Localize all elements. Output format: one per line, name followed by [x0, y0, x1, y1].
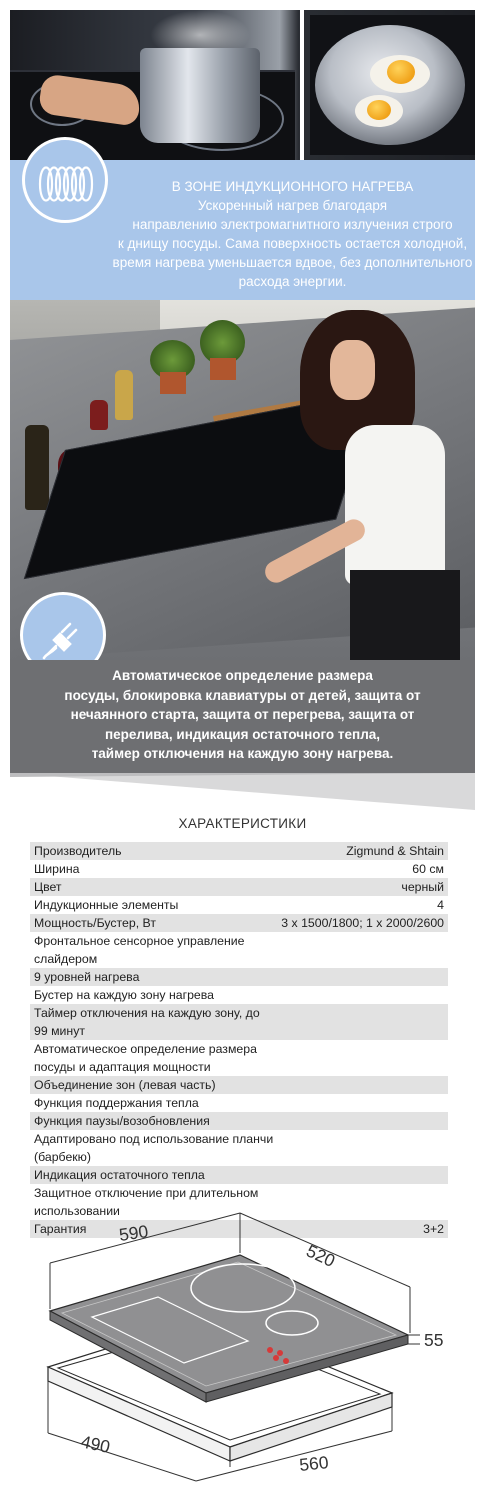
- spec-label: Гарантия: [30, 1220, 277, 1238]
- dimension-depth: 520: [303, 1240, 339, 1271]
- spec-label: Ширина: [30, 860, 277, 878]
- spec-row: [30, 1112, 448, 1130]
- spec-row: [30, 896, 448, 914]
- spec-value: Zigmund & Shtain: [277, 842, 448, 860]
- spec-label: Индикация остаточного тепла: [30, 1166, 277, 1184]
- spec-label: Фронтальное сенсорное управление слайдером: [30, 932, 277, 968]
- induction-line: время нагрева уменьшается вдвое, без дополнительного: [112, 255, 473, 270]
- spec-value: [277, 1130, 448, 1166]
- spec-label: Таймер отключения на каждую зону, до 99 минут: [30, 1004, 277, 1040]
- induction-line: направлению электромагнитного излучения строго: [132, 217, 453, 232]
- features-line: нечаянного старта, защита от перегрева, защита от: [70, 707, 415, 722]
- spec-row: [30, 932, 448, 968]
- spec-value: [277, 1166, 448, 1184]
- spec-value: [277, 1112, 448, 1130]
- spec-label: Производитель: [30, 842, 277, 860]
- features-line: Автоматическое определение размера: [112, 668, 373, 683]
- cooktop-drawing: [50, 1255, 408, 1402]
- page-fold-shadow: [10, 773, 475, 810]
- features-line: посуды, блокировка клавиатуры от детей, защита от: [64, 687, 421, 703]
- spec-label: Цвет: [30, 878, 277, 896]
- frying-pan-photo: [310, 15, 475, 155]
- spec-row: [30, 1130, 448, 1166]
- induction-description: [110, 177, 475, 291]
- spec-label: Функция паузы/возобновления: [30, 1112, 277, 1130]
- spec-label: Автоматическое определение размера посуды и адаптация мощности: [30, 1040, 277, 1076]
- specs-table: [30, 842, 448, 1238]
- spec-label: Индукционные элементы: [30, 896, 277, 914]
- spec-label: Функция поддержания тепла: [30, 1094, 277, 1112]
- spec-label: Бустер на каждую зону нагрева: [30, 986, 277, 1004]
- spec-row: [30, 1040, 448, 1076]
- spec-label: Защитное отключение при длительном использовании: [30, 1184, 277, 1220]
- specs-title: ХАРАКТЕРИСТИКИ: [178, 816, 307, 831]
- dimension-width: 590: [117, 1221, 150, 1245]
- dimension-cutout-width: 560: [298, 1452, 330, 1475]
- spec-value: [277, 968, 448, 986]
- wine-bottle: [25, 425, 49, 510]
- spec-value: 60 см: [277, 860, 448, 878]
- oil-bottle: [115, 370, 133, 420]
- features-description: [10, 666, 475, 764]
- spec-label: Мощность/Бустер, Вт: [30, 914, 277, 932]
- spec-value: [277, 1094, 448, 1112]
- spec-row: [30, 1094, 448, 1112]
- spec-label: Адаптировано под использование планчи (барбекю): [30, 1130, 277, 1166]
- spec-value: [277, 986, 448, 1004]
- spec-row: [30, 1076, 448, 1094]
- spec-value: 3 x 1500/1800; 1 x 2000/2600: [277, 914, 448, 932]
- spec-value: 4: [277, 896, 448, 914]
- spec-row: [30, 860, 448, 878]
- spec-value: [277, 1004, 448, 1040]
- spec-value: [277, 932, 448, 968]
- spec-value: [277, 1076, 448, 1094]
- dimension-cutout-depth: 490: [79, 1431, 112, 1457]
- spec-row: [30, 842, 448, 860]
- induction-line: Ускоренный нагрев благодаря: [197, 198, 388, 213]
- spec-value: 3+2: [277, 1220, 448, 1238]
- cooking-photo-top: [10, 10, 475, 160]
- dimension-height: 55: [424, 1330, 444, 1350]
- spec-row: [30, 986, 448, 1004]
- spec-value: [277, 1040, 448, 1076]
- induction-line: расхода энергии.: [238, 274, 347, 289]
- dimension-diagram: [0, 1205, 485, 1495]
- induction-line: к днищу посуды. Сама поверхность остается холодной,: [117, 236, 468, 251]
- induction-coil-icon: [22, 137, 108, 223]
- steel-pot: [140, 48, 260, 143]
- spec-label: 9 уровней нагрева: [30, 968, 277, 986]
- spec-value: черный: [277, 878, 448, 896]
- features-line: таймер отключения на каждую зону нагрева.: [91, 746, 394, 761]
- spec-row: [30, 878, 448, 896]
- frying-pan: [315, 25, 465, 145]
- spec-row: [30, 1166, 448, 1184]
- spec-row: [30, 914, 448, 932]
- spec-label: Объединение зон (левая часть): [30, 1076, 277, 1094]
- features-line: перелива, индикация остаточного тепла,: [104, 726, 381, 742]
- spec-row: [30, 968, 448, 986]
- induction-heading: В ЗОНЕ ИНДУКЦИОННОГО НАГРЕВА: [171, 179, 414, 194]
- spec-row: [30, 1004, 448, 1040]
- vinegar-bottle: [90, 400, 108, 430]
